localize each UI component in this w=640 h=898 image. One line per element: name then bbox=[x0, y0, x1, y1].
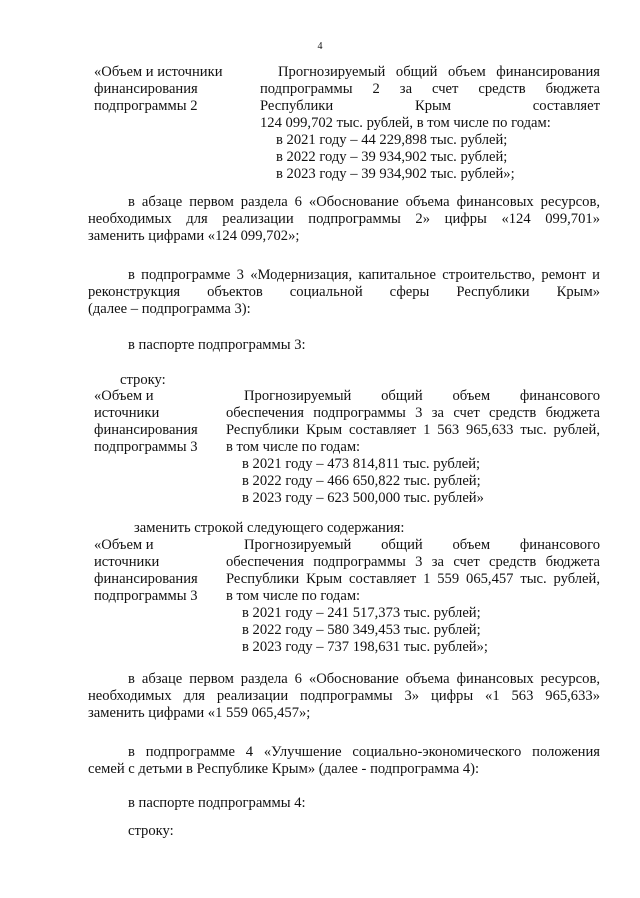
row-content bbox=[226, 388, 600, 507]
year-line: в 2022 году – 39 934,902 тыс. рублей; bbox=[276, 149, 508, 165]
row-label-line: финансирования bbox=[94, 81, 198, 97]
year-line: в 2023 году – 737 198,631 тыс. рублей»; bbox=[242, 639, 488, 655]
row-content-line: в том числе по годам: bbox=[226, 588, 361, 604]
year-line: в 2021 году – 44 229,898 тыс. рублей; bbox=[276, 132, 508, 148]
row-label-line: финансирования bbox=[94, 571, 198, 587]
row-content-line: Республики Крым составляет 1 559 065,457 тыс. рублей, bbox=[226, 571, 600, 587]
paragraph-passport-3 bbox=[88, 337, 600, 354]
row-content-line: Прогнозируемый общий объем финансового bbox=[244, 537, 600, 553]
paragraph-line: заменить строкой следующего содержания: bbox=[134, 520, 405, 536]
paragraph-passport-4 bbox=[88, 795, 600, 812]
paragraph-line: необходимых для реализации подпрограммы 2» цифры «124 099,701» bbox=[88, 211, 600, 227]
row-label-line: источники bbox=[94, 405, 160, 421]
row-content-line: обеспечения подпрограммы 3 за счет средств бюджета bbox=[226, 405, 600, 421]
row-content-line: Прогнозируемый общий объем финансирования bbox=[278, 64, 600, 80]
row-label-line: финансирования bbox=[94, 422, 198, 438]
year-line: в 2021 году – 473 814,811 тыс. рублей; bbox=[242, 456, 481, 472]
row-content-line: Прогнозируемый общий объем финансового bbox=[244, 388, 600, 404]
year-line: в 2023 году – 39 934,902 тыс. рублей»; bbox=[276, 166, 515, 182]
row-content-line: Республики Крым составляет 1 563 965,633 тыс. рублей, bbox=[226, 422, 600, 438]
row-label-line: подпрограммы 3 bbox=[94, 439, 198, 455]
row-label bbox=[94, 388, 234, 456]
paragraph-row-label bbox=[88, 372, 600, 389]
paragraph-line: строку: bbox=[120, 372, 166, 388]
row-label-line: подпрограммы 3 bbox=[94, 588, 198, 604]
row-label-line: «Объем и bbox=[94, 388, 154, 404]
year-line: в 2021 году – 241 517,373 тыс. рублей; bbox=[242, 605, 481, 621]
paragraph-line: в паспорте подпрограммы 4: bbox=[128, 795, 306, 811]
row-label bbox=[94, 537, 234, 605]
paragraph-replace-row bbox=[88, 520, 600, 537]
page-number: 4 bbox=[317, 41, 323, 52]
paragraph-line: строку: bbox=[128, 823, 174, 839]
row-content bbox=[226, 537, 600, 656]
paragraph-line: необходимых для реализации подпрограммы 3» цифры «1 563 965,633» bbox=[88, 688, 600, 704]
paragraph-line: (далее – подпрограмма 3): bbox=[88, 301, 251, 317]
paragraph-line: семей с детьми в Республике Крым» (далее - подпрограмма 4): bbox=[88, 761, 480, 777]
paragraph-section6-subprogram-3 bbox=[88, 671, 600, 722]
paragraph-row-label-2 bbox=[88, 823, 600, 840]
row-content-line: подпрограммы 2 за счет средств бюджета bbox=[260, 81, 600, 97]
row-content-line: 124 099,702 тыс. рублей, в том числе по годам: bbox=[260, 115, 551, 131]
row-label bbox=[94, 64, 234, 115]
paragraph-line: заменить цифрами «1 559 065,457»; bbox=[88, 705, 311, 721]
year-line: в 2023 году – 623 500,000 тыс. рублей» bbox=[242, 490, 484, 506]
paragraph-line: заменить цифрами «124 099,702»; bbox=[88, 228, 300, 244]
row-label-line: подпрограммы 2 bbox=[94, 98, 198, 114]
row-label-line: источники bbox=[94, 554, 160, 570]
year-line: в 2022 году – 466 650,822 тыс. рублей; bbox=[242, 473, 481, 489]
paragraph-section6-subprogram-2 bbox=[88, 194, 600, 245]
row-content bbox=[260, 64, 600, 183]
paragraph-line: в подпрограмме 4 «Улучшение социально-экономического положения bbox=[128, 744, 600, 760]
paragraph-subprogram-4-intro bbox=[88, 744, 600, 778]
paragraph-line: в подпрограмме 3 «Модернизация, капитальное строительство, ремонт и bbox=[128, 267, 600, 283]
paragraph-line: в паспорте подпрограммы 3: bbox=[128, 337, 306, 353]
row-content-line: обеспечения подпрограммы 3 за счет средств бюджета bbox=[226, 554, 600, 570]
paragraph-subprogram-3-intro bbox=[88, 267, 600, 318]
paragraph-line: в абзаце первом раздела 6 «Обоснование объема финансовых ресурсов, bbox=[128, 194, 600, 210]
paragraph-line: реконструкция объектов социальной сферы Республики Крым» bbox=[88, 284, 600, 300]
year-line: в 2022 году – 580 349,453 тыс. рублей; bbox=[242, 622, 481, 638]
row-label-line: «Объем и bbox=[94, 537, 154, 553]
paragraph-line: в абзаце первом раздела 6 «Обоснование объема финансовых ресурсов, bbox=[128, 671, 600, 687]
row-content-line: в том числе по годам: bbox=[226, 439, 361, 455]
row-label-line: «Объем и источники bbox=[94, 64, 223, 80]
row-content-line: Республики Крым составляет bbox=[260, 98, 600, 114]
